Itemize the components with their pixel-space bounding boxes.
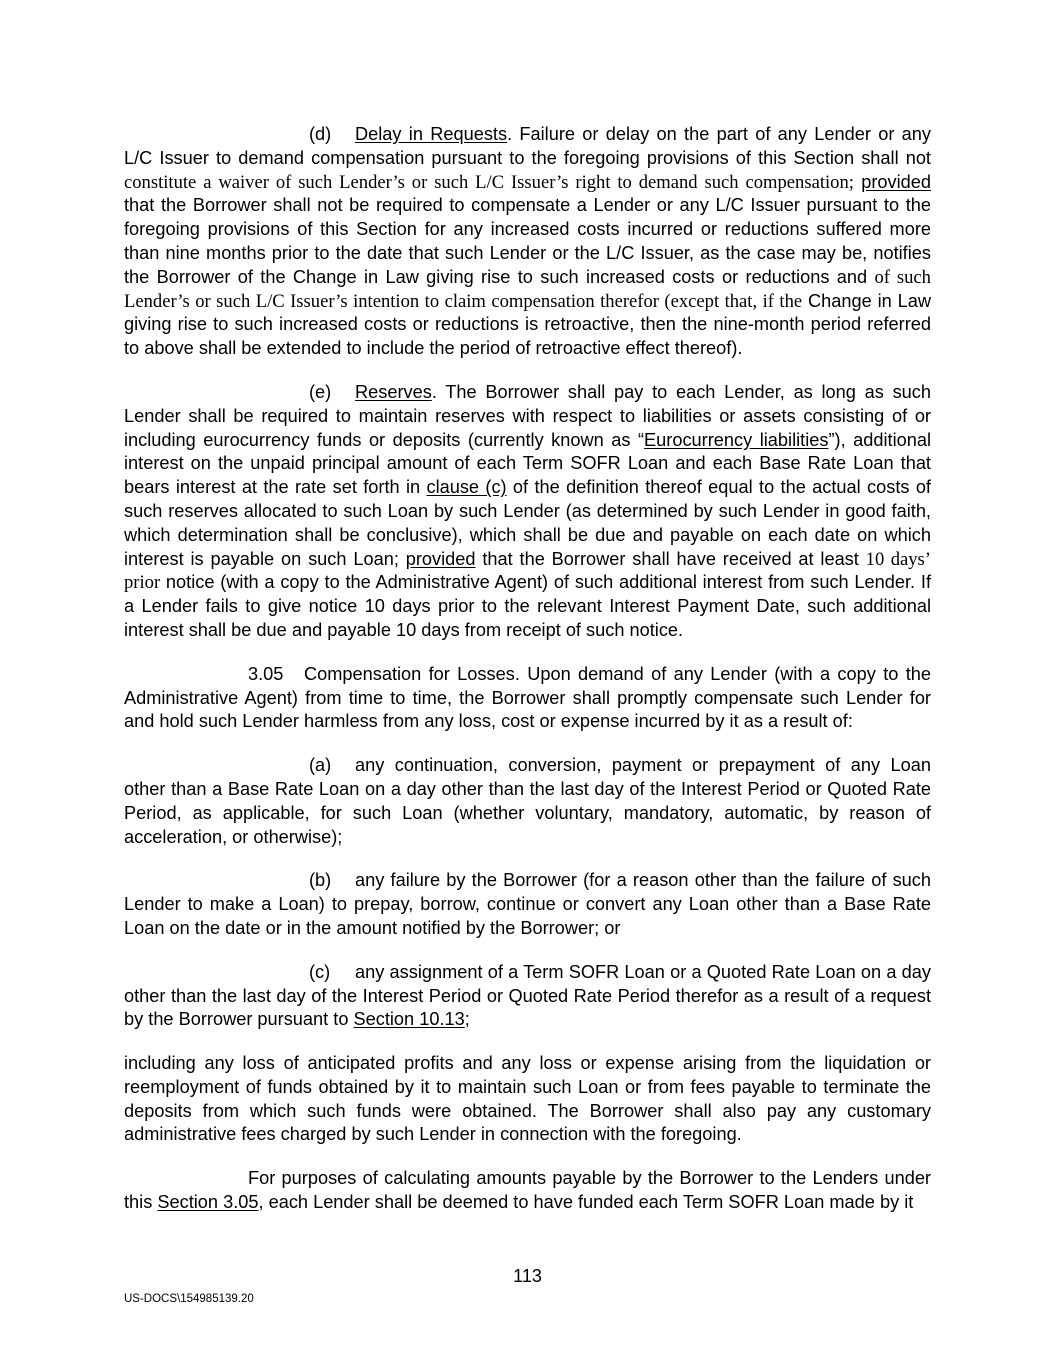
document-id: US-DOCS\154985139.20	[124, 1293, 254, 1305]
section-reference: Section 10.13	[353, 1009, 465, 1030]
section-heading: Compensation for Losses	[304, 663, 515, 684]
section-number: 3.05	[248, 663, 284, 684]
clause-reference: clause (c)	[426, 477, 507, 498]
paragraph-number: (d)	[309, 124, 332, 144]
item-number: (b)	[309, 870, 332, 891]
provided-term: provided	[861, 171, 932, 192]
provided-term: provided	[405, 548, 476, 569]
paragraph-including: including any loss of anticipated profits and any loss or expense arising from the liquidation or reemployment of funds obtained by it to maintain such Loan or from fees payable to terminate the deposits from which such funds were obtained. The Borrower shall also pay any customary administrative fees charged by such Lender in connection with the foregoing.	[124, 1053, 931, 1145]
page-number: 113	[513, 1266, 542, 1286]
paragraph-heading: Delay in Requests	[355, 124, 508, 144]
paragraph-purposes: For purposes of calculating amounts payable by the Borrower to the Lenders under this Section 3.05, each Lender shall be deemed to have funded each Term SOFR Loan made by it	[124, 1168, 931, 1213]
section-3-05: 3.05 Compensation for Losses. Upon demand of any Lender (with a copy to the Administrative Agent) from time to time, the Borrower shall promptly compensate such Lender for and hold such Lender harmless from any loss, cost or expense incurred by it as a result of:	[124, 663, 931, 732]
list-item-a: (a) any continuation, conversion, payment or prepayment of any Loan other than a Base Rate Loan on a day other than the last day of the Interest Period or Quoted Rate Period, as applicable, for such Loan (whether voluntary, mandatory, automatic, by reason of acceleration, or otherwise);	[124, 755, 931, 847]
item-number: (a)	[309, 755, 332, 776]
document-body	[124, 123, 931, 1235]
paragraph-number: (e)	[309, 381, 332, 402]
list-item-b: (b) any failure by the Borrower (for a reason other than the failure of such Lender to make a Loan) to prepay, borrow, continue or convert any Loan other than a Base Rate Loan on the date or in the amount notified by the Borrower; or	[124, 870, 931, 938]
section-reference: Section 3.05	[157, 1192, 259, 1213]
paragraph-reserves: (e) Reserves. The Borrower shall pay to each Lender, as long as such Lender shall be required to maintain reserves with respect to liabilities or assets consisting of or including eurocurrency funds or deposits (currently known as “Eurocurrency liabilities”), additional interest on the unpaid principal amount of each Term SOFR Loan and each Base Rate Loan that bears interest at the rate set forth in clause (c) of the definition thereof equal to the actual costs of such reserves allocated to such Loan by such Lender (as determined by such Lender in good faith, which determination shall be conclusive), which shall be due and payable on each date on which interest is payable on such Loan; provided that the Borrower shall have received at least 10 days’ prior notice (with a copy to the Administrative Agent) of such additional interest from such Lender. If a Lender fails to give notice 10 days prior to the relevant Interest Payment Date, such additional interest shall be due and payable 10 days from receipt of such notice.	[124, 381, 931, 640]
paragraph-delay-in-requests: (d) Delay in Requests. Failure or delay on the part of any Lender or any L/C Issuer to demand compensation pursuant to the foregoing provisions of this Section shall not constitute a waiver of such Lender’s or such L/C Issuer’s right to demand such compensation; provided that the Borrower shall not be required to compensate a Lender or any L/C Issuer pursuant to the foregoing provisions of this Section for any increased costs incurred or reductions suffered more than nine months prior to the date that such Lender or the L/C Issuer, as the case may be, notifies the Borrower of the Change in Law giving rise to such increased costs or reductions and of such Lender’s or such L/C Issuer’s intention to claim compensation therefor (except that, if the Change in Law giving rise to such increased costs or reductions is retroactive, then the nine-month period referred to above shall be extended to include the period of retroactive effect thereof).	[124, 124, 932, 359]
defined-term: Eurocurrency liabilities	[644, 429, 829, 450]
item-number: (c)	[309, 961, 331, 982]
list-item-c: (c) any assignment of a Term SOFR Loan or a Quoted Rate Loan on a day other than the last day of the Interest Period or Quoted Rate Period therefor as a result of a request by the Borrower pursuant to Section 10.13;	[124, 961, 931, 1030]
paragraph-heading: Reserves	[355, 381, 432, 402]
